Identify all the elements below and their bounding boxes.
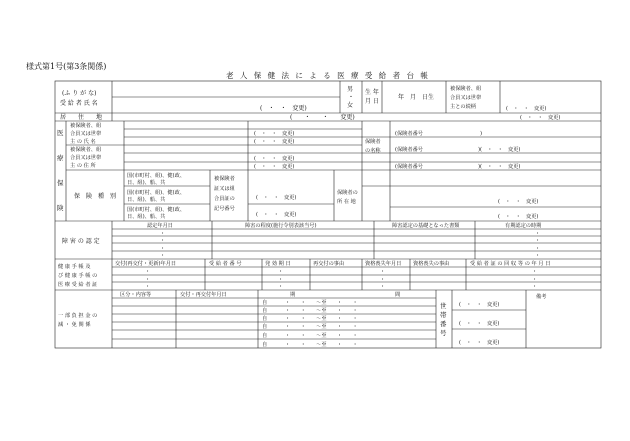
health-col-number: 受 給 者 番 号: [209, 261, 242, 267]
birth-fields: 年 月 日生: [398, 94, 435, 101]
health-book-label: 健 康 手 帳 及: [58, 264, 91, 270]
insurer-loc-change-2: ( ・ ・ 変更): [498, 214, 539, 220]
copay-col-category: 区分・内容等: [120, 292, 152, 298]
health-dot: ・: [380, 277, 386, 283]
household-change-3: ( ・ ・ 変更): [459, 340, 500, 346]
residence-label: 居 住 地: [60, 114, 103, 121]
insurance-type-label: 保 険 種 別: [74, 193, 117, 200]
health-dot: ・: [145, 277, 151, 283]
insured-name-label: 被保険者、組: [70, 123, 102, 129]
copay-label: 一 部 負 担 金 の: [58, 313, 98, 319]
period-range: ・ ・ 〜至 ・ ・: [285, 300, 358, 306]
insurer-number-close: ): [480, 131, 483, 137]
disability-dot: ・: [160, 246, 166, 252]
health-book-label-3: 医 療 受 給 者 証: [58, 282, 98, 288]
copay-col-period-2: 間: [395, 292, 401, 298]
disability-col-period: 有期認定の時期: [505, 223, 542, 229]
disability-dot: ・: [160, 238, 166, 244]
disability-dot: ・: [535, 238, 541, 244]
type-option-1b: 日、組)、船、共: [127, 180, 166, 186]
insured-addr-label-3: 主 の 住 所: [70, 163, 96, 169]
insurer-name-label-2: の名称: [365, 148, 381, 154]
insurer-loc-label-2: 所 在 地: [337, 199, 356, 205]
type-option-2b: 日、組)、船、共: [127, 197, 166, 203]
health-dot: ・: [380, 284, 386, 290]
health-book-label-2: び 健 康 手 帳 の: [58, 273, 98, 279]
insurance-side-3: 保: [57, 179, 64, 187]
gender-male: 男: [347, 86, 354, 93]
copay-col-period-1: 期: [290, 292, 296, 298]
health-dot: ・: [145, 269, 151, 275]
type-option-3: 国(市町村、組)、健(政、: [127, 207, 185, 213]
card-label-3: 合員証の: [214, 196, 235, 202]
disability-dot: ・: [535, 246, 541, 252]
insured-name-label-3: 主 の 氏 名: [70, 139, 96, 145]
relation-change: ( ・ ・ 変更): [506, 106, 547, 112]
disability-dot: ・: [160, 253, 166, 259]
period-range: ・ ・ 〜至 ・ ・: [285, 308, 358, 314]
health-dot: ・: [532, 269, 538, 275]
insured-addr-label: 被保険者、組: [70, 147, 102, 153]
health-dot: ・: [380, 269, 386, 275]
relation-label-3: 主との続柄: [450, 104, 476, 110]
residence-change-2: ( ・ ・ 変更): [520, 115, 561, 121]
household-change-1: ( ・ ・ 変更): [459, 302, 500, 308]
insurance-side-1: 医: [57, 129, 64, 137]
insured-addr-change: ( ・ ・ 変更): [254, 156, 295, 162]
period-from: 自: [262, 316, 268, 322]
insurer-loc-label: 保険者の: [337, 190, 358, 196]
card-change-2: ( ・ ・ 変更): [256, 212, 297, 218]
health-dot: ・: [278, 277, 284, 283]
copay-col-issue: 交付・再交付年月日: [180, 292, 227, 298]
relation-label-2: 合員又は世帯: [450, 95, 482, 101]
period-range: ・ ・ 〜至 ・ ・: [285, 342, 358, 348]
health-dot: ・: [145, 284, 151, 290]
period-range: ・ ・ 〜至 ・ ・: [285, 316, 358, 322]
period-from: 自: [262, 333, 268, 339]
disability-col-degree: 障害の程度(施行令別表該当号): [245, 223, 317, 229]
health-dot: ・: [532, 277, 538, 283]
disability-dot: ・: [535, 253, 541, 259]
furigana-label: (ふ り が な): [62, 90, 97, 97]
type-option-1: 国(市町村、組)、健(政、: [127, 173, 185, 179]
health-col-issue: 交付(再交付・更新)年月日: [115, 261, 177, 267]
form-number: 様式第1号(第3条関係): [26, 62, 107, 71]
card-label-4: 記号番号: [214, 206, 235, 212]
period-from: 自: [262, 342, 268, 348]
period-from: 自: [262, 308, 268, 314]
insured-addr-change-2: ( ・ ・ 変更): [254, 164, 295, 170]
household-side-2: 帯: [440, 311, 447, 319]
health-dot: ・: [532, 284, 538, 290]
insurer-number-change-3: )( ・ ・ 変更): [478, 164, 521, 170]
card-label-1: 被保険者: [214, 176, 235, 182]
relation-label: 被保険者、組: [450, 86, 482, 92]
insured-addr-label-2: 合員又は世帯: [70, 155, 102, 161]
insurer-loc-change: ( ・ ・ 変更): [498, 199, 539, 205]
household-side-4: 号: [440, 329, 447, 337]
health-col-return: 受 給 者 証 の 回 収 等 の 年 月 日: [470, 261, 551, 267]
health-dot: ・: [278, 284, 284, 290]
insurance-side-4: 険: [57, 204, 64, 212]
page-title: 老 人 保 健 法 に よ る 医 療 受 給 者 台 帳: [226, 71, 430, 80]
disability-label: 障 害 の 認 定: [62, 238, 100, 245]
insurer-number-change-2: )( ・ ・ 変更): [478, 147, 521, 153]
household-change-2: ( ・ ・ 変更): [459, 321, 500, 327]
insurer-number-2: (保険者番号: [395, 147, 423, 153]
type-option-2: 国(市町村、組)、健(政、: [127, 190, 185, 196]
disability-col-docs: 障害認定の基礎となった書類: [392, 223, 460, 229]
insured-name-change: ( ・ ・ 変更): [254, 131, 295, 137]
period-range: ・ ・ 〜至 ・ ・: [285, 333, 358, 339]
insured-name-change-2: ( ・ ・ 変更): [254, 139, 295, 145]
name-change-mark: ( ・ ・ 変更): [260, 105, 307, 112]
period-from: 自: [262, 324, 268, 330]
card-change-1: ( ・ ・ 変更): [256, 195, 297, 201]
birth-label-2: 月 日: [365, 98, 379, 105]
health-dot: ・: [278, 269, 284, 275]
birth-label: 生 年: [365, 89, 379, 96]
health-col-loss-reason: 資格喪失の事由: [413, 261, 450, 267]
period-range: ・ ・ 〜至 ・ ・: [285, 324, 358, 330]
household-side-1: 世: [440, 302, 447, 310]
insurer-number-1: (保険者番号: [395, 131, 423, 137]
insured-name-label-2: 合員又は世帯: [70, 131, 102, 137]
gender-female: 女: [347, 102, 354, 109]
card-label-2: 証又は組: [214, 186, 235, 192]
health-col-reissue: 再交付の事由: [313, 261, 345, 267]
recipient-name-label: 受 給 者 氏 名: [60, 100, 98, 107]
copay-label-2: 減 ・ 免 関 係: [58, 322, 91, 328]
remarks-label: 備考: [536, 294, 547, 300]
insurer-number-3: (保険者番号: [395, 164, 423, 170]
type-option-3b: 日、組)、船、共: [127, 214, 166, 220]
period-from: 自: [262, 300, 268, 306]
insurance-side-2: 療: [57, 154, 64, 162]
disability-col-date: 認定年月日: [147, 223, 173, 229]
household-side-3: 番: [440, 320, 447, 328]
disability-dot: ・: [160, 231, 166, 237]
gender-dot: ・: [348, 94, 355, 101]
residence-change: ( ・ ・ 変更): [290, 114, 355, 121]
insurer-name-label: 保険者: [365, 139, 381, 145]
disability-dot: ・: [535, 231, 541, 237]
health-col-loss-date: 資格喪失年月日: [365, 261, 402, 267]
health-col-effective: 発 効 期 日: [265, 261, 291, 267]
